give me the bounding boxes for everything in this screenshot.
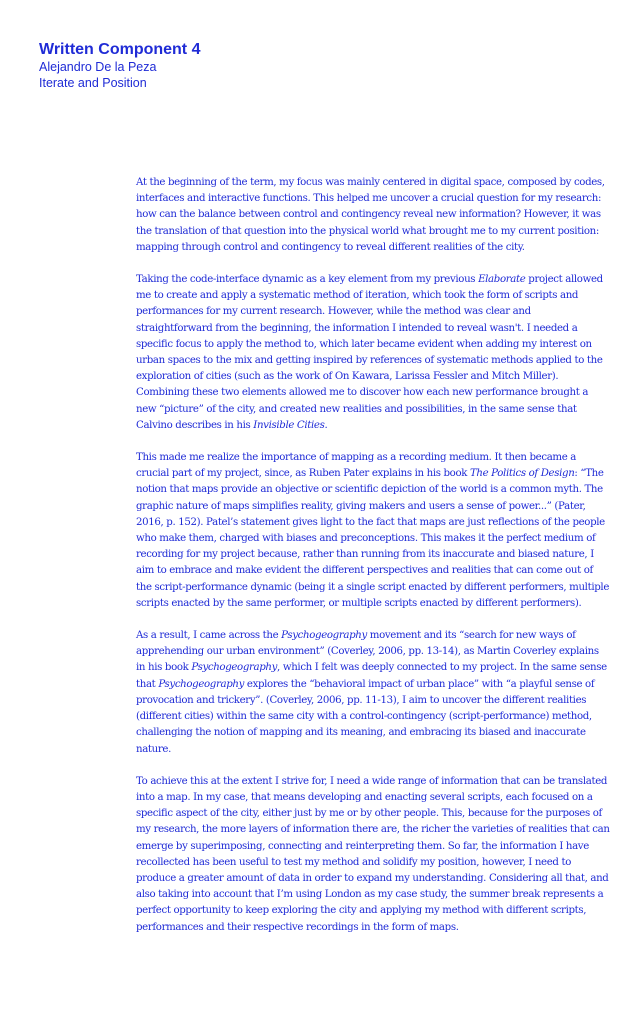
document-header xyxy=(39,40,200,91)
paragraph-2 xyxy=(136,272,610,434)
paragraph-4-text-a: As a result, I came across the xyxy=(136,630,282,642)
paragraph-4 xyxy=(136,628,610,758)
paragraph-5 xyxy=(136,774,610,936)
paragraph-4-text-d: explores the “behavioral impact of urban place” with “a playful sense of provocation and trickery”. (Coverley, 2006, pp. 11-13), I aim to uncover the different realities (different cities) within the same city with a control-contingency (script-performance) method, challenging the notion of mapping and its meaning, and embracing its biased and inaccurate nature. xyxy=(136,678,595,755)
paragraph-5-text: To achieve this at the extent I strive for, I need a wide range of information that can be translated into a map. In my case, that means developing and enacting several scripts, each focused on a specific aspect of the city, either just by me or by other people. This, because for the purposes of my research, the more layers of information there are, the richer the varieties of realities that can emerge by superimposing, connecting and reinterpreting them. So far, the information I have recollected has been useful to test my method and solidify my position, however, I need to produce a greater amount of data in order to expand my understanding. Considering all that, and also taking into account that I’m using London as my case study, the summer break represents a perfect opportunity to keep exploring the city and applying my method with different scripts, performances and their respective recordings in the form of maps. xyxy=(136,775,610,933)
paragraph-2-italic-elaborate: Elaborate xyxy=(478,274,526,286)
paragraph-4-italic-psychogeography-3: Psychogeography xyxy=(158,678,245,690)
paragraph-4-italic-psychogeography-2: Psychogeography xyxy=(191,662,278,674)
paragraph-3 xyxy=(136,450,610,612)
paragraph-3-italic-politics-of-design: The Politics of Design xyxy=(469,468,575,480)
paragraph-3-text-a: This made me realize the importance of mapping as a recording medium. It then became a crucial part of my project, since, as Ruben Pater explains in his book xyxy=(136,452,577,480)
paragraph-4-text-c: , which I felt was deeply connected to my project. In the same sense that xyxy=(136,662,607,690)
paragraph-2-text-c: . xyxy=(324,419,328,431)
paragraph-1-text: At the beginning of the term, my focus was mainly centered in digital space, composed by codes, interfaces and interactive functions. This helped me uncover a crucial question for my research: how can the balance between control and contingency reveal new information? However, it was the translation of that question into the physical world what brought me to my current position: mapping through control and contingency to reveal different realities of the city. xyxy=(136,177,605,253)
paragraph-4-text-b: movement and its “search for new ways of apprehending our urban environment” (Coverley, 2006, pp. 13-14), as Martin Coverley explains in his book xyxy=(136,630,599,674)
paragraph-3-text-b: : “The notion that maps provide an objective or scientific depiction of the world is a common myth. The graphic nature of maps simplifies reality, giving makers and users a sense of power...” (Pater, 2016, p. 152). Patel’s statement gives light to the fact that maps are just reflections of the people who make them, charged with biases and preconceptions. This makes it the perfect medium of recording for my project because, rather than running from its inaccurate and biased nature, I aim to embrace and make evident the different perspectives and realities that can come out of the script-performance dynamic (being it a single script enacted by different performers, multiple scripts enacted by the same performer, or multiple scripts enacted by different performers). xyxy=(136,468,610,609)
paragraph-2-text-b: project allowed me to create and apply a systematic method of iteration, which took the form of scripts and performances for my current research. However, while the method was clear and straightforward from the beginning, the information I intended to reveal wasn't. I needed a specific focus to apply the method to, which later became evident when adding my interest on urban spaces to the mix and getting inspired by references of systematic methods applied to the exploration of cities (such as the work of On Kawara, Larissa Fessler and Mitch Miller). Combining these two elements allowed me to discover how each new performance brought a new “picture” of the city, and created new realities and possibilities, in the same sense that Calvino describes in his xyxy=(136,274,603,431)
paragraph-2-italic-invisible-cities: Invisible Cities xyxy=(253,419,325,431)
paragraph-2-text-a: Taking the code-interface dynamic as a key element from my previous xyxy=(136,274,479,286)
document-subtitle: Iterate and Position xyxy=(39,76,147,90)
author-name: Alejandro De la Peza xyxy=(39,60,157,74)
paragraph-4-italic-psychogeography-1: Psychogeography xyxy=(281,630,367,642)
document-title: Written Component 4 xyxy=(39,41,201,58)
paragraph-1 xyxy=(136,175,610,256)
essay-body xyxy=(136,175,610,952)
